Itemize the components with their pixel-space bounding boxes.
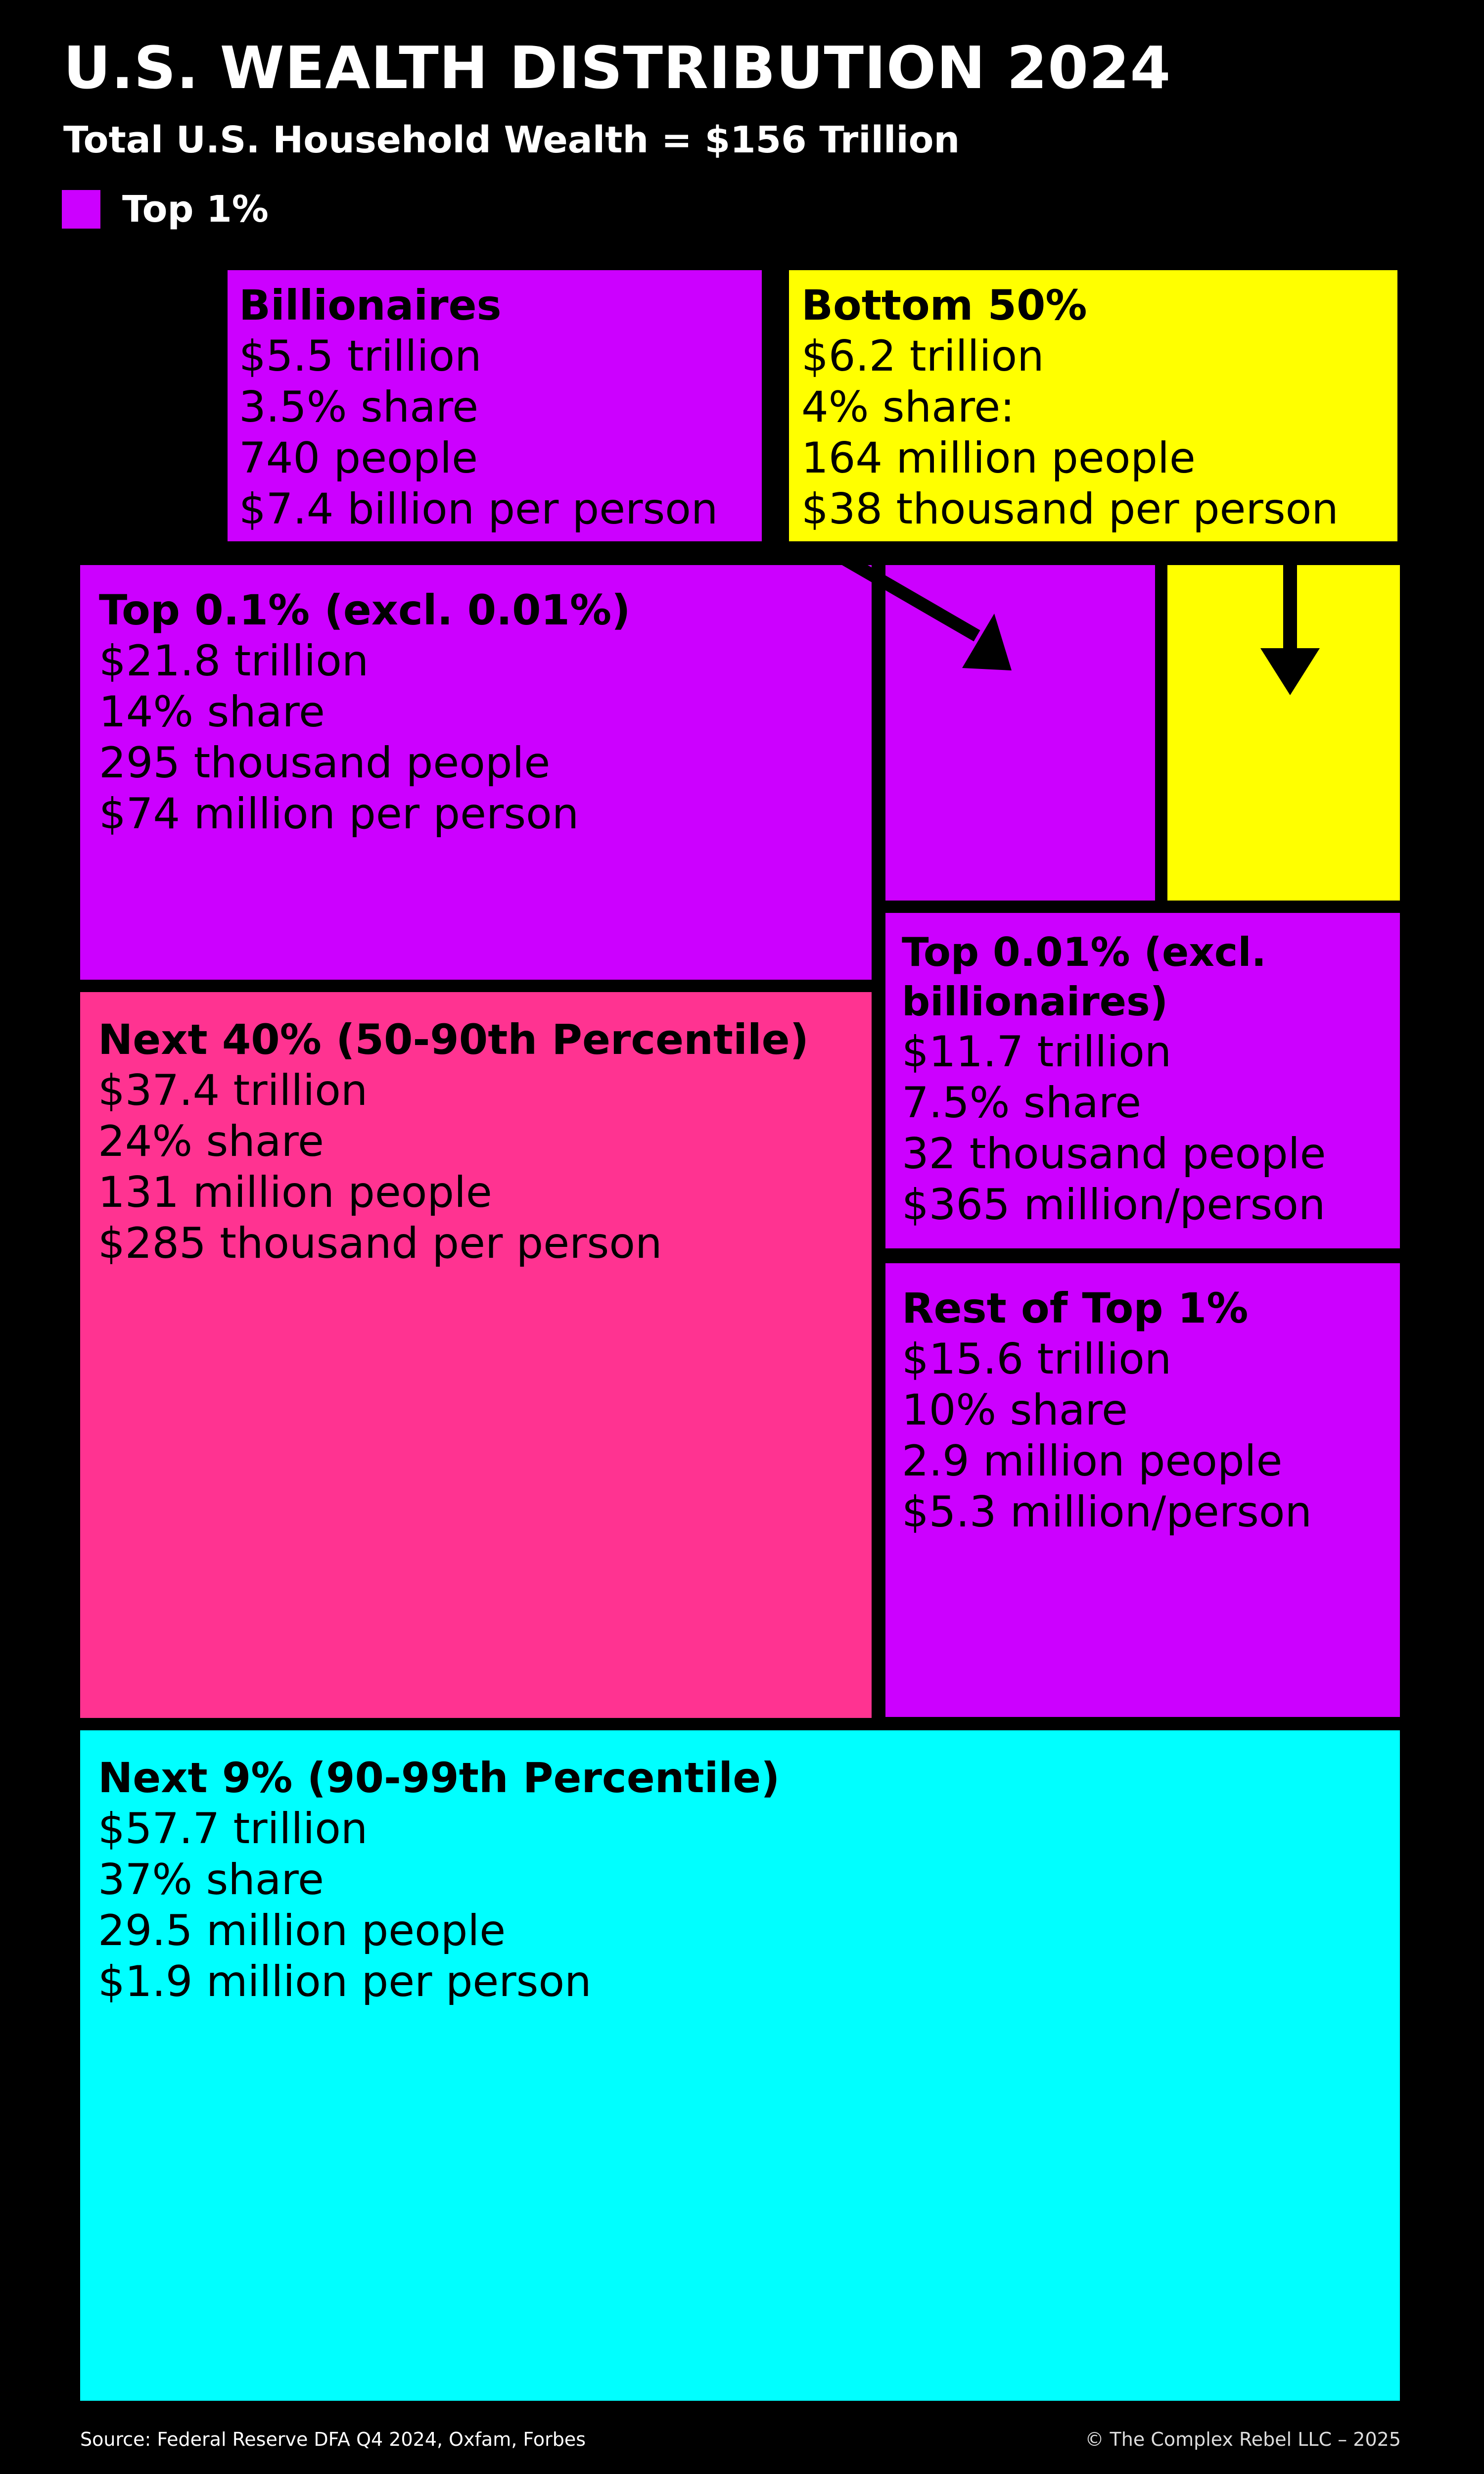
arrow-billionaires	[836, 554, 1012, 670]
block-title: Next 9% (90-99th Percentile)	[98, 1754, 780, 1802]
arrow-bottom-50-head	[1260, 648, 1320, 695]
block-title-line2: billionaires)	[902, 979, 1168, 1025]
block-value: $5.5 trillion	[239, 332, 482, 381]
block-people: 131 million people	[98, 1168, 492, 1217]
block-value: $57.7 trillion	[98, 1804, 368, 1854]
block-per-person: $38 thousand per person	[801, 484, 1339, 534]
arrow-billionaires-shaft	[836, 554, 977, 636]
block-share: 3.5% share	[239, 382, 479, 432]
block-people: 32 thousand people	[902, 1129, 1326, 1179]
block-share: 37% share	[98, 1855, 324, 1904]
block-share: 4% share:	[801, 382, 1015, 432]
copyright-note: © The Complex Rebel LLC – 2025	[1085, 2428, 1401, 2450]
block-title: Rest of Top 1%	[902, 1284, 1249, 1332]
block-per-person: $74 million per person	[99, 789, 579, 839]
legend-label-top1: Top 1%	[122, 188, 269, 231]
block-share: 10% share	[902, 1385, 1128, 1435]
block-per-person: $5.3 million/person	[902, 1487, 1312, 1537]
block-title: Billionaires	[239, 281, 502, 330]
block-title: Top 0.1% (excl. 0.01%)	[99, 586, 631, 634]
block-title: Bottom 50%	[801, 281, 1087, 330]
block-people: 2.9 million people	[902, 1436, 1283, 1486]
source-note: Source: Federal Reserve DFA Q4 2024, Oxfam, Forbes	[80, 2428, 586, 2450]
block-per-person: $7.4 billion per person	[239, 484, 718, 534]
block-per-person: $365 million/person	[902, 1180, 1326, 1230]
block-people: 29.5 million people	[98, 1906, 506, 1955]
block-value: $21.8 trillion	[99, 636, 369, 686]
block-title: Next 40% (50-90th Percentile)	[98, 1015, 809, 1064]
block-value: $15.6 trillion	[902, 1334, 1172, 1384]
block-share: 24% share	[98, 1117, 324, 1166]
block-value: $11.7 trillion	[902, 1027, 1172, 1077]
block-share: 7.5% share	[902, 1078, 1142, 1128]
block-people: 164 million people	[801, 433, 1196, 483]
block-people: 740 people	[239, 433, 478, 483]
chart-title: U.S. WEALTH DISTRIBUTION 2024	[63, 34, 1171, 102]
arrow-billionaires-head	[962, 614, 1012, 670]
chart-subtitle: Total U.S. Household Wealth = $156 Trillion	[63, 119, 960, 161]
block-title-line1: Top 0.01% (excl.	[902, 929, 1267, 975]
block-people: 295 thousand people	[99, 738, 551, 788]
block-share: 14% share	[99, 687, 325, 737]
block-per-person: $1.9 million per person	[98, 1957, 592, 2006]
block-per-person: $285 thousand per person	[98, 1219, 662, 1268]
block-value: $37.4 trillion	[98, 1066, 368, 1115]
block-value: $6.2 trillion	[801, 332, 1044, 381]
arrow-bottom-50	[1260, 559, 1320, 695]
